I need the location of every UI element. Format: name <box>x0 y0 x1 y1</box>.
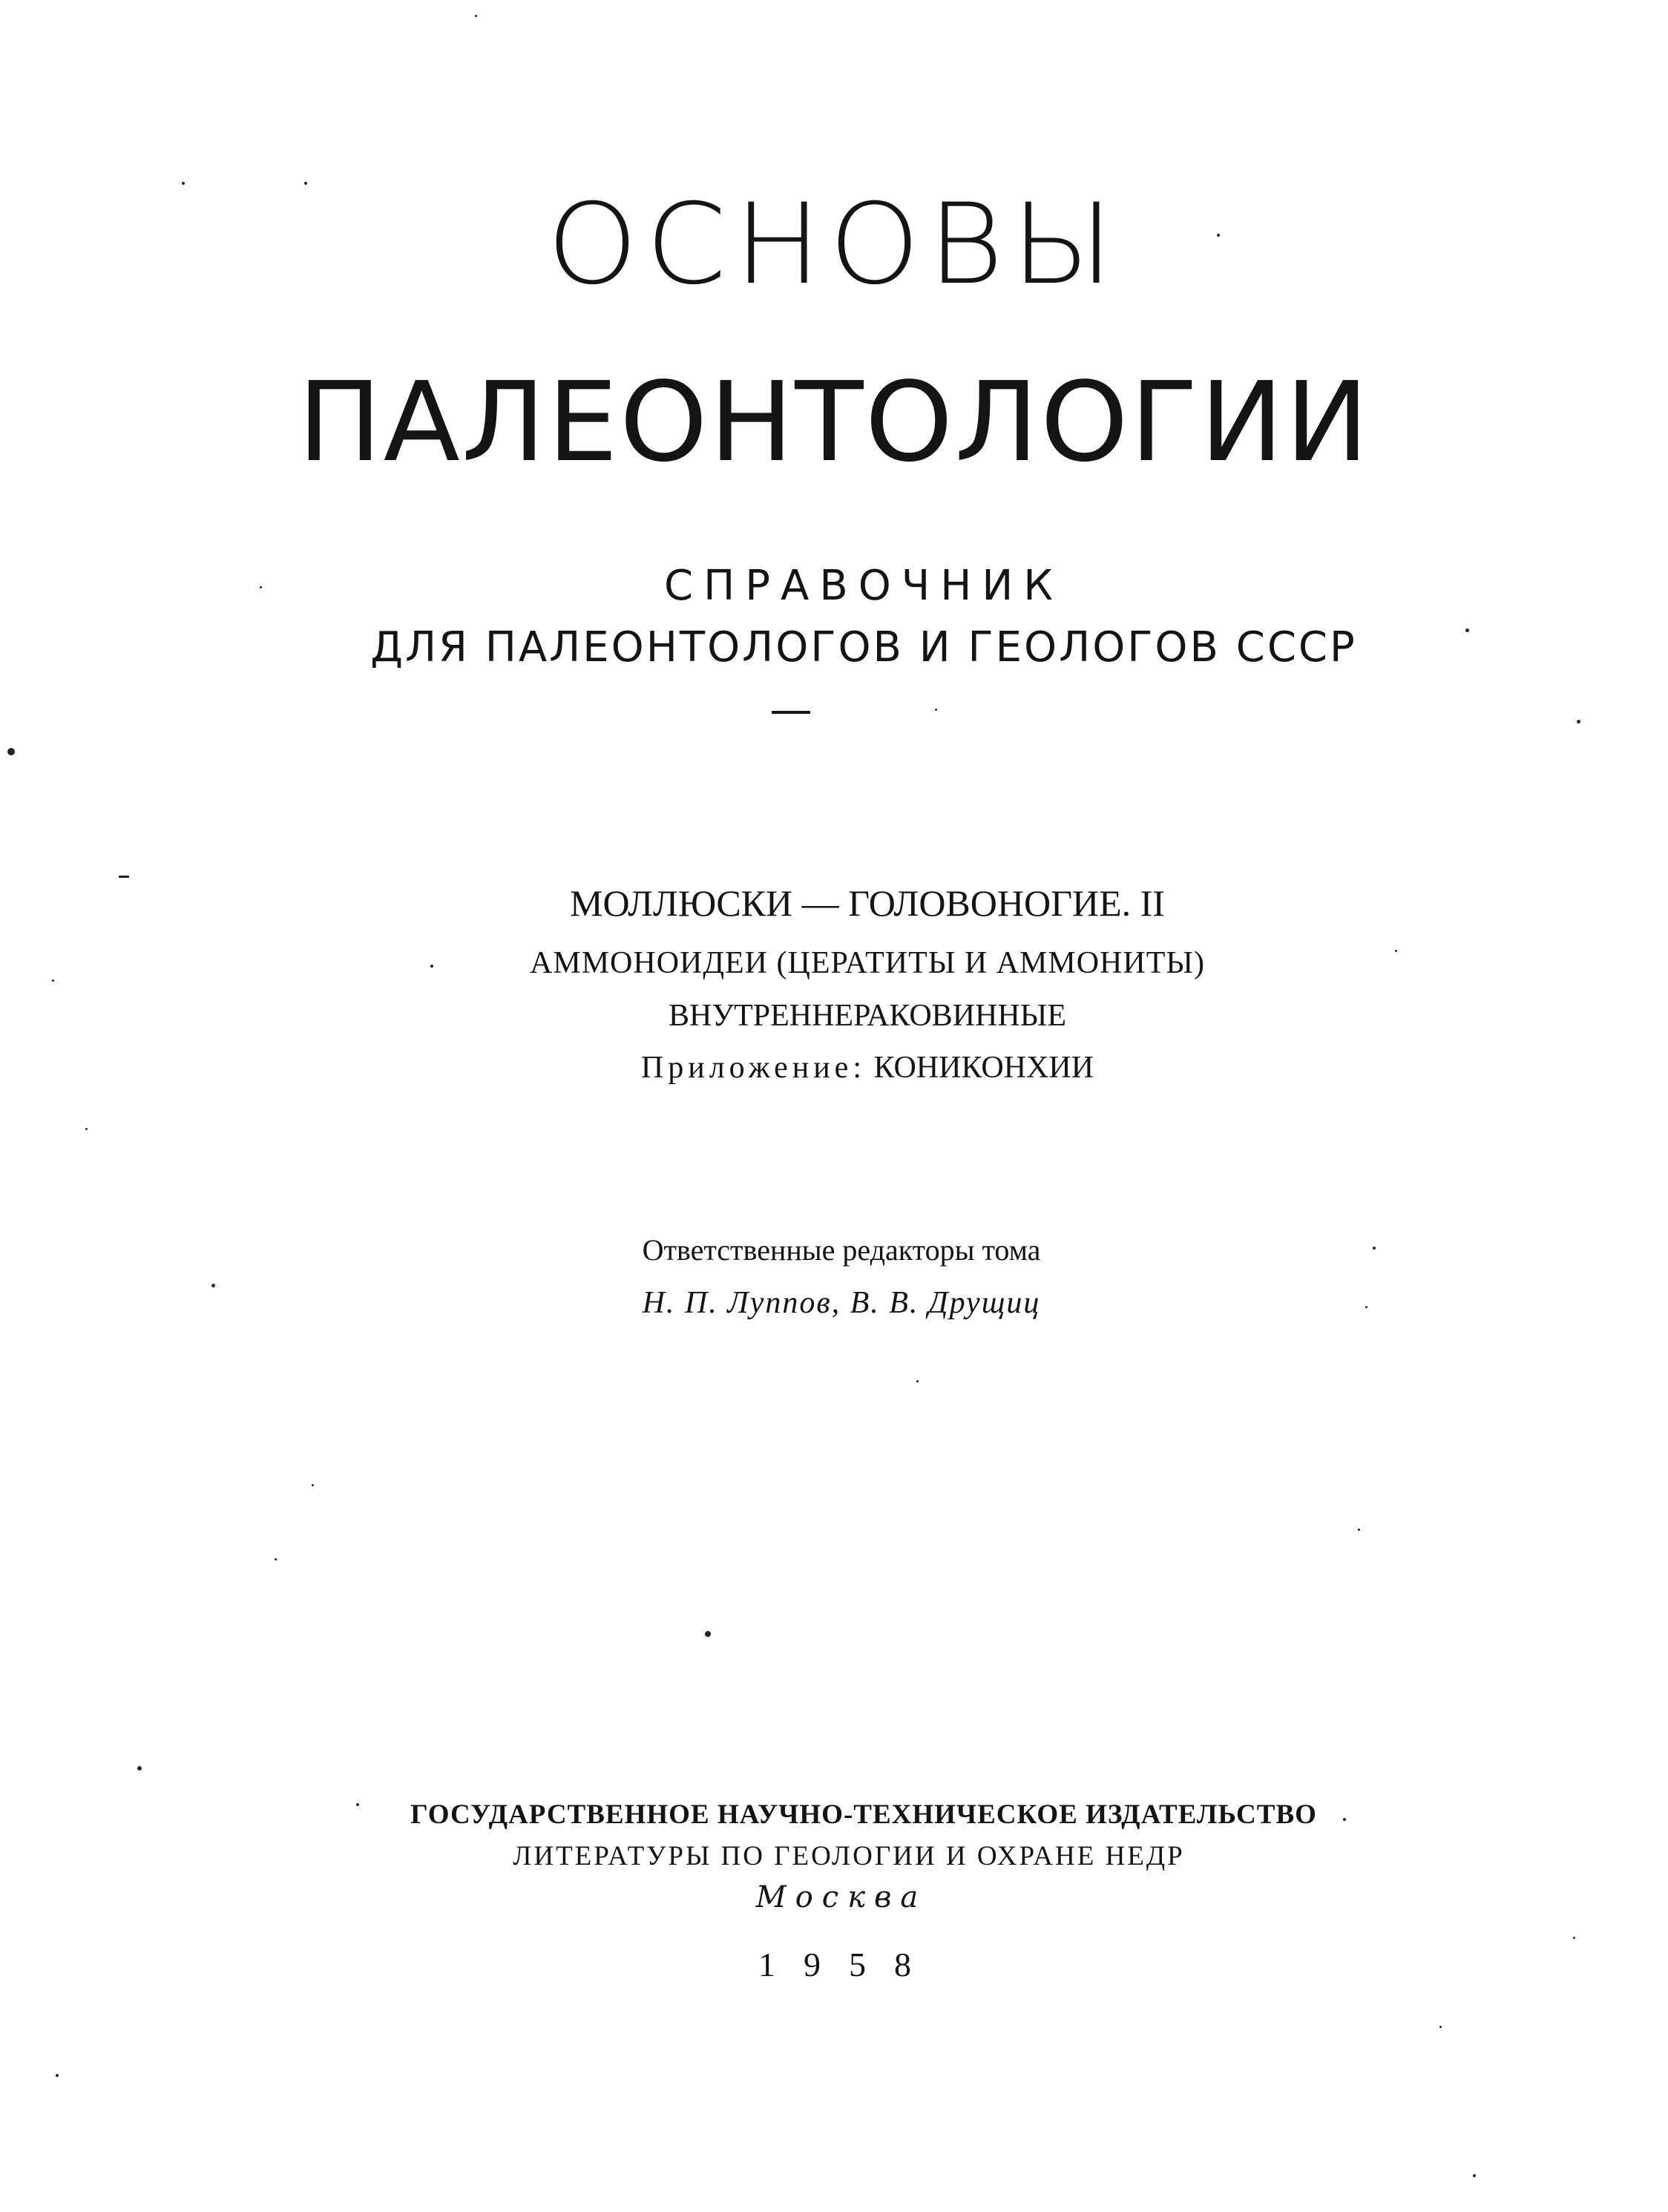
volume-subtitle-2: ВНУТРЕННЕРАКОВИННЫЕ <box>669 999 1066 1033</box>
scan-speck <box>260 586 262 588</box>
scan-speck <box>1358 1529 1360 1531</box>
scan-speck <box>1395 950 1397 952</box>
scan-speck <box>119 876 129 878</box>
scan-speck <box>211 1284 215 1287</box>
scan-speck <box>1343 1818 1346 1821</box>
scan-speck <box>356 1803 359 1806</box>
scan-speck <box>275 1558 277 1560</box>
editors-names: Н. П. Луппов, В. В. Друщиц <box>642 1286 1041 1320</box>
scan-speck <box>56 2074 59 2077</box>
scan-speck <box>430 965 433 968</box>
appendix-label: Приложение: <box>640 1051 866 1085</box>
appendix-value: КОНИКОНХИИ <box>873 1051 1094 1085</box>
scan-speck <box>1439 2026 1442 2028</box>
scan-speck <box>1473 2174 1476 2177</box>
publisher-city: Москва <box>755 1880 927 1914</box>
scan-speck <box>1577 720 1580 723</box>
scan-speck <box>85 1128 88 1130</box>
scan-speck <box>475 15 477 17</box>
scan-speck <box>52 979 54 982</box>
appendix-line <box>33 1052 1668 1083</box>
scan-speck <box>137 1766 142 1770</box>
editors-label: Ответственные редакторы тома <box>642 1233 1041 1267</box>
scan-speck <box>1465 629 1469 632</box>
publisher-line-1: ГОСУДАРСТВЕННОЕ НАУЧНО-ТЕХНИЧЕСКОЕ ИЗДАТЕЛЬСТВО <box>410 1799 1317 1830</box>
scan-speck <box>1217 234 1220 237</box>
scan-speck <box>312 1484 314 1486</box>
scan-speck <box>1573 1937 1575 1939</box>
volume-title: МОЛЛЮСКИ — ГОЛОВОНОГИЕ. II <box>570 882 1165 924</box>
scan-speck <box>304 182 307 185</box>
scan-speck <box>916 1380 919 1382</box>
scan-speck <box>7 748 15 755</box>
scan-speck <box>1373 1247 1376 1250</box>
separator-dash <box>772 711 810 714</box>
subtitle-line-2: ДЛЯ ПАЛЕОНТОЛОГОВ И ГЕОЛОГОВ СССР <box>370 623 1357 672</box>
publisher-line-2: ЛИТЕРАТУРЫ ПО ГЕОЛОГИИ И ОХРАНЕ НЕДР <box>513 1841 1185 1871</box>
volume-subtitle-1: АММОНОИДЕИ (ЦЕРАТИТЫ И АММОНИТЫ) <box>530 946 1205 980</box>
main-title-line-1: ОСНОВЫ <box>546 180 1121 309</box>
scan-speck <box>182 182 185 185</box>
main-title-line-2: ПАЛЕОНТОЛОГИИ <box>298 358 1370 486</box>
scan-speck <box>935 709 937 711</box>
publication-year: 1958 <box>758 1946 939 1983</box>
scan-speck <box>1365 1306 1367 1308</box>
subtitle-line-1: СПРАВОЧНИК <box>664 562 1063 610</box>
scan-speck <box>705 1631 711 1637</box>
